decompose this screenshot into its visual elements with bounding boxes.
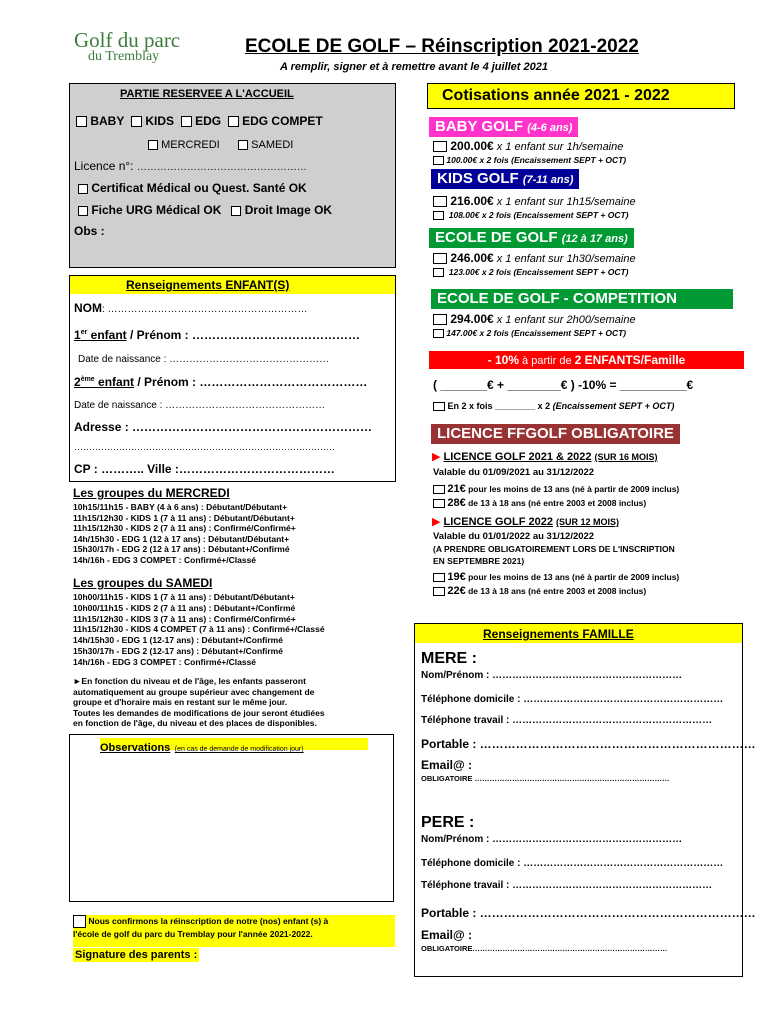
licence-2022-valid: Valable du 01/01/2022 au 31/12/2022 <box>433 531 595 542</box>
two-times-blank[interactable]: ________ <box>495 401 536 411</box>
pere-portable-field[interactable]: Portable : …………………………………………………………… <box>421 906 756 920</box>
licence-2022-note2: EN SEPTEMBRE 2021) <box>433 556 525 566</box>
checkbox-certificat[interactable] <box>78 184 88 194</box>
licence-2021-p2-text: de 13 à 18 ans (né entre 2003 et 2008 inclus) <box>465 498 647 508</box>
note-line: ►En fonction du niveau et de l'âge, les enfants passeront <box>73 676 306 686</box>
pere-tel-trav-field[interactable]: Téléphone travail : …………………………………………………… <box>421 880 713 891</box>
compet-instal: 147.00€ x 2 fois (Encaissement SEPT + OCT) <box>446 328 627 338</box>
kids-instal-row <box>433 210 629 220</box>
kids-detail: x 1 enfant sur 1h15/semaine <box>493 196 636 208</box>
licence-title-text: LICENCE FFGOLF OBLIGATOIRE <box>437 425 674 442</box>
list-item: 15h30/17h - EDG 2 (12 à 17 ans) : Débutant+/Confirmé <box>73 544 290 554</box>
enfant2-prenom-field[interactable] <box>74 375 367 389</box>
licence-2021-row <box>432 450 658 463</box>
licence-2022-p2-price: 22€ <box>447 585 466 597</box>
checkbox-baby-price[interactable] <box>433 141 447 152</box>
licence-2022-note1: (A PRENDRE OBLIGATOIREMENT LORS DE L'INSCRIPTION <box>433 544 675 554</box>
label-droit-image: Droit Image OK <box>244 203 333 217</box>
samedi-title: Les groupes du SAMEDI <box>73 576 213 590</box>
enfant1-prenom: / Prénom : …………………………………… <box>126 328 360 342</box>
checkbox-confirm[interactable] <box>73 915 86 928</box>
two-times-pre: En 2 x fois <box>447 401 496 411</box>
level-note <box>73 676 393 729</box>
label-mercredi: MERCREDI <box>161 139 220 151</box>
enfant2-prenom: / Prénom : …………………………………… <box>134 375 368 389</box>
accueil-options-row1 <box>76 114 323 128</box>
two-times-post: x 2 <box>535 401 553 411</box>
logo-line1: Golf du parc <box>74 28 181 52</box>
checkbox-edg[interactable] <box>181 116 192 127</box>
discount-post: 2 ENFANTS/Famille <box>574 353 686 367</box>
mere-nom-field[interactable]: Nom/Prénom : ………………………………………………… <box>421 670 683 681</box>
accueil-title: PARTIE RESERVEE A L'ACCUEIL <box>120 88 294 100</box>
adresse-field[interactable]: Adresse : …………………………………………………… <box>74 420 373 434</box>
arrow-right-icon: ▶ <box>432 451 441 463</box>
licence-dots: …………………………………………… <box>136 162 307 173</box>
nom-label: NOM <box>74 301 102 315</box>
baby-price: 200.00€ <box>450 139 494 153</box>
pere-nom-field[interactable]: Nom/Prénom : ………………………………………………… <box>421 834 683 845</box>
label-certificat: Certificat Médical ou Quest. Santé OK <box>91 181 307 195</box>
enfant-section <box>69 275 396 482</box>
dob2-field[interactable]: Date de naissance : ………………………………………… <box>74 400 326 411</box>
discount-calc[interactable]: ( _______€ + ________€ ) -10% = __________€ <box>433 378 694 392</box>
kids-price: 216.00€ <box>450 194 494 208</box>
signature-label: Signature des parents : <box>75 949 198 961</box>
label-edg-compet: EDG COMPET <box>242 114 323 128</box>
certificat-row <box>78 181 307 195</box>
famille-section <box>414 623 756 977</box>
label-samedi: SAMEDI <box>251 139 294 151</box>
licence-2021-sub: (SUR 16 MOIS) <box>594 452 658 462</box>
edg-price-row <box>433 251 636 265</box>
edg-price: 246.00€ <box>450 251 494 265</box>
mere-tel-trav-field[interactable]: Téléphone travail : …………………………………………………… <box>421 715 713 726</box>
baby-price-row <box>433 139 623 153</box>
checkbox-compet-instal[interactable] <box>433 329 444 338</box>
compet-price-row <box>433 312 636 326</box>
enfant1-num: 1 <box>74 328 81 342</box>
licence-2021-p1-price: 21€ <box>447 483 466 495</box>
licence-2021-p2-price: 28€ <box>447 497 466 509</box>
checkbox-droit-image[interactable] <box>231 206 241 216</box>
label-fiche-urg: Fiche URG Médical OK <box>91 203 222 217</box>
licence-2021-label: LICENCE GOLF 2021 & 2022 <box>443 451 592 463</box>
licence-2022-p2-text: de 13 à 18 ans (né entre 2003 et 2008 inclus) <box>465 586 647 596</box>
licence-2022-label: LICENCE GOLF 2022 <box>443 516 553 528</box>
baby-golf-text: BABY GOLF <box>435 118 524 135</box>
note-line: Toutes les demandes de modifications de jour seront étudiées <box>73 707 325 718</box>
list-item: 10h00/11h15 - KIDS 2 (7 à 11 ans) : Débutant+/Confirmé <box>73 602 296 613</box>
licence-2022-p1 <box>433 571 679 583</box>
licence-2022-p2 <box>433 585 646 597</box>
nom-dots: : …………………………………………………… <box>102 304 308 315</box>
confirmation-box <box>73 915 395 947</box>
checkbox-licence-2022-p1[interactable] <box>433 573 445 582</box>
licence-2022-sub: (SUR 12 MOIS) <box>556 517 620 527</box>
mere-email-field[interactable]: OBLIGATOIRE …………………………………………………………………… <box>421 774 670 783</box>
enfant2-sup: ème <box>80 376 95 383</box>
checkbox-edg-price[interactable] <box>433 253 447 264</box>
enfant2-num: 2 <box>74 375 81 389</box>
edg-detail: x 1 enfant sur 1h30/semaine <box>493 253 636 265</box>
mercredi-list <box>73 502 296 565</box>
logo-line2: du Tremblay <box>88 49 160 64</box>
page-subtitle: A remplir, signer et à remettre avant le 4 juillet 2021 <box>280 61 548 73</box>
checkbox-edg-instal[interactable] <box>433 268 444 277</box>
two-times-note: (Encaissement SEPT + OCT) <box>552 401 675 411</box>
dob1-field[interactable]: Date de naissance : ………………………………………… <box>78 354 330 365</box>
baby-instal: 100.00€ x 2 fois (Encaissement SEPT + OCT) <box>446 155 627 165</box>
list-item: 14h/16h - EDG 3 COMPET : Confirmé+/Classé <box>73 656 257 667</box>
obs-label: Obs : <box>74 224 105 238</box>
licence-number-field[interactable] <box>74 159 307 173</box>
checkbox-edg-compet[interactable] <box>228 116 239 127</box>
checkbox-baby[interactable] <box>76 116 87 127</box>
checkbox-mercredi[interactable] <box>148 140 158 150</box>
famille-title: Renseignements FAMILLE <box>483 627 634 641</box>
note-line: automatiquement au groupe supérieur avec changement de <box>73 686 315 697</box>
baby-golf-age: (4-6 ans) <box>527 122 573 134</box>
list-item: 11h15/12h30 - KIDS 2 (7 à 11 ans) : Confirmé/Confirmé+ <box>73 523 296 533</box>
checkbox-samedi[interactable] <box>238 140 248 150</box>
compet-detail: x 1 enfant sur 2h00/semaine <box>493 314 636 326</box>
licence-2022-p1-text: pour les moins de 13 ans (né à partir de 2009 inclus) <box>465 572 680 582</box>
list-item: 10h15/11h15 - BABY (4 à 6 ans) : Débutant/Débutant+ <box>73 502 288 512</box>
enfant2-label: enfant <box>94 375 135 389</box>
list-item: 14h/16h - EDG 3 COMPET : Confirmé+/Classé <box>73 554 257 565</box>
cotisations-title-text: Cotisations année 2021 - 2022 <box>442 87 670 104</box>
mere-portable-field[interactable]: Portable : …………………………………………………………… <box>421 737 756 751</box>
club-logo <box>74 30 204 68</box>
baby-detail: x 1 enfant sur 1h/semaine <box>493 141 624 153</box>
checkbox-kids[interactable] <box>131 116 142 127</box>
licence-2021-valid: Valable du 01/09/2021 au 31/12/2022 <box>433 467 595 478</box>
checkbox-compet-price[interactable] <box>433 314 447 325</box>
nom-field[interactable] <box>74 301 308 315</box>
fiche-row <box>78 203 332 217</box>
kids-golf-age: (7-11 ans) <box>522 174 574 186</box>
checkbox-fiche-urg[interactable] <box>78 206 88 216</box>
list-item: 15h30/17h - EDG 2 (12-17 ans) : Débutant+/Confirmé <box>73 645 283 656</box>
licence-label: Licence n°: <box>74 159 134 173</box>
kids-instal: 108.00€ x 2 fois (Encaissement SEPT + OCT) <box>448 210 629 220</box>
licence-2021-p1-text: pour les moins de 13 ans (né à partir de 2009 inclus) <box>465 484 680 494</box>
edg-age: (12 à 17 ans) <box>561 233 628 245</box>
checkbox-two-times[interactable] <box>433 402 445 411</box>
enfant1-prenom-field[interactable] <box>74 328 360 342</box>
mercredi-title: Les groupes du MERCREDI <box>73 486 230 500</box>
kids-golf-text: KIDS GOLF <box>437 170 519 187</box>
mere-tel-dom-field[interactable]: Téléphone domicile : …………………………………………………… <box>421 694 724 705</box>
observations-hint: (en cas de demande de modification jour) <box>174 746 304 753</box>
confirm-text2: l'école de golf du parc du Tremblay pour l'année 2021-2022. <box>73 929 313 940</box>
compet-price: 294.00€ <box>450 312 494 326</box>
licence-title <box>431 424 680 444</box>
baby-golf-label <box>429 117 578 137</box>
famille-title-bar <box>415 624 742 643</box>
discount-bar <box>429 351 744 369</box>
observations-box[interactable] <box>69 734 394 902</box>
pere-tel-dom-field[interactable]: Téléphone domicile : …………………………………………………… <box>421 858 724 869</box>
discount-mid: à partir de <box>519 355 575 367</box>
adresse-field-2[interactable]: …………………………………………………………………………… <box>74 442 335 452</box>
edg-instal-row <box>433 267 629 277</box>
accueil-options-row2 <box>148 139 293 151</box>
observations-title: Observations <box>100 742 171 754</box>
accueil-section <box>69 83 396 268</box>
pere-title: PERE : <box>421 814 475 831</box>
page-title: ECOLE DE GOLF – Réinscription 2021-2022 <box>245 36 639 57</box>
list-item: 14h/15h30 - EDG 1 (12 à 17 ans) : Débutant/Débutant+ <box>73 533 290 544</box>
licence-2022-p1-price: 19€ <box>447 571 466 583</box>
confirm-text1: Nous confirmons la réinscription de notre (nos) enfant (s) à <box>88 916 329 926</box>
kids-price-row <box>433 194 636 208</box>
checkbox-kids-price[interactable] <box>433 196 447 207</box>
kids-golf-label <box>431 169 579 189</box>
edg-text: ECOLE DE GOLF <box>435 229 558 246</box>
edg-label <box>429 228 634 248</box>
list-item: 11h15/12h30 - KIDS 3 (7 à 11 ans) : Confirmé/Confirmé+ <box>73 613 296 624</box>
compet-instal-row <box>433 328 626 338</box>
arrow-right-icon: ▶ <box>432 516 441 528</box>
checkbox-licence-2021-p2[interactable] <box>433 499 445 508</box>
note-line: en fonction de l'âge, du niveau et des places de disponibles. <box>73 718 317 728</box>
observations-title-bar <box>100 738 368 754</box>
samedi-list <box>73 592 325 668</box>
licence-2022-row <box>432 515 619 528</box>
enfant-title: Renseignements ENFANT(S) <box>126 278 290 292</box>
list-item: 10h00/11h15 - KIDS 1 (7 à 11 ans) : Débutant/Débutant+ <box>73 592 295 602</box>
discount-pct: - 10% <box>487 353 519 367</box>
compet-text: ECOLE DE GOLF - COMPETITION <box>437 290 677 307</box>
enfant-title-bar <box>70 276 395 294</box>
checkbox-licence-2022-p2[interactable] <box>433 587 445 596</box>
mere-title: MERE : <box>421 650 477 667</box>
checkbox-baby-instal[interactable] <box>433 156 444 165</box>
enfant1-label: enfant <box>87 328 127 342</box>
list-item: 14h/15h30 - EDG 1 (12-17 ans) : Débutant+/Confirmé <box>73 635 283 646</box>
checkbox-licence-2021-p1[interactable] <box>433 485 445 494</box>
list-item: 11h15/12h30 - KIDS 4 COMPET (7 à 11 ans) : Confirmé+/Classé <box>73 624 325 635</box>
label-kids: KIDS <box>145 114 175 128</box>
baby-instal-row <box>433 155 626 165</box>
cotisations-title <box>427 83 735 109</box>
compet-label <box>431 289 733 309</box>
list-item: 11h15/12h30 - KIDS 1 (7 à 11 ans) : Débutant/Débutant+ <box>73 512 295 523</box>
licence-2021-p1 <box>433 483 679 495</box>
checkbox-kids-instal[interactable] <box>433 211 444 220</box>
note-line: groupe et d'horaire mais en restant sur le même jour. <box>73 697 288 707</box>
label-baby: BABY <box>90 114 125 128</box>
label-edg: EDG <box>195 114 222 128</box>
mere-email-label: Email@ : <box>421 758 473 772</box>
edg-instal: 123.00€ x 2 fois (Encaissement SEPT + OCT) <box>448 267 629 277</box>
cp-ville-field[interactable]: CP : ……….. Ville :………………………………… <box>74 462 335 476</box>
pere-email-field[interactable]: OBLIGATOIRE…………………………………………………………………… <box>421 944 668 953</box>
licence-2021-p2 <box>433 497 646 509</box>
two-times-row <box>433 401 674 411</box>
enfant1-sup: er <box>80 329 88 336</box>
pere-email-label: Email@ : <box>421 928 473 942</box>
